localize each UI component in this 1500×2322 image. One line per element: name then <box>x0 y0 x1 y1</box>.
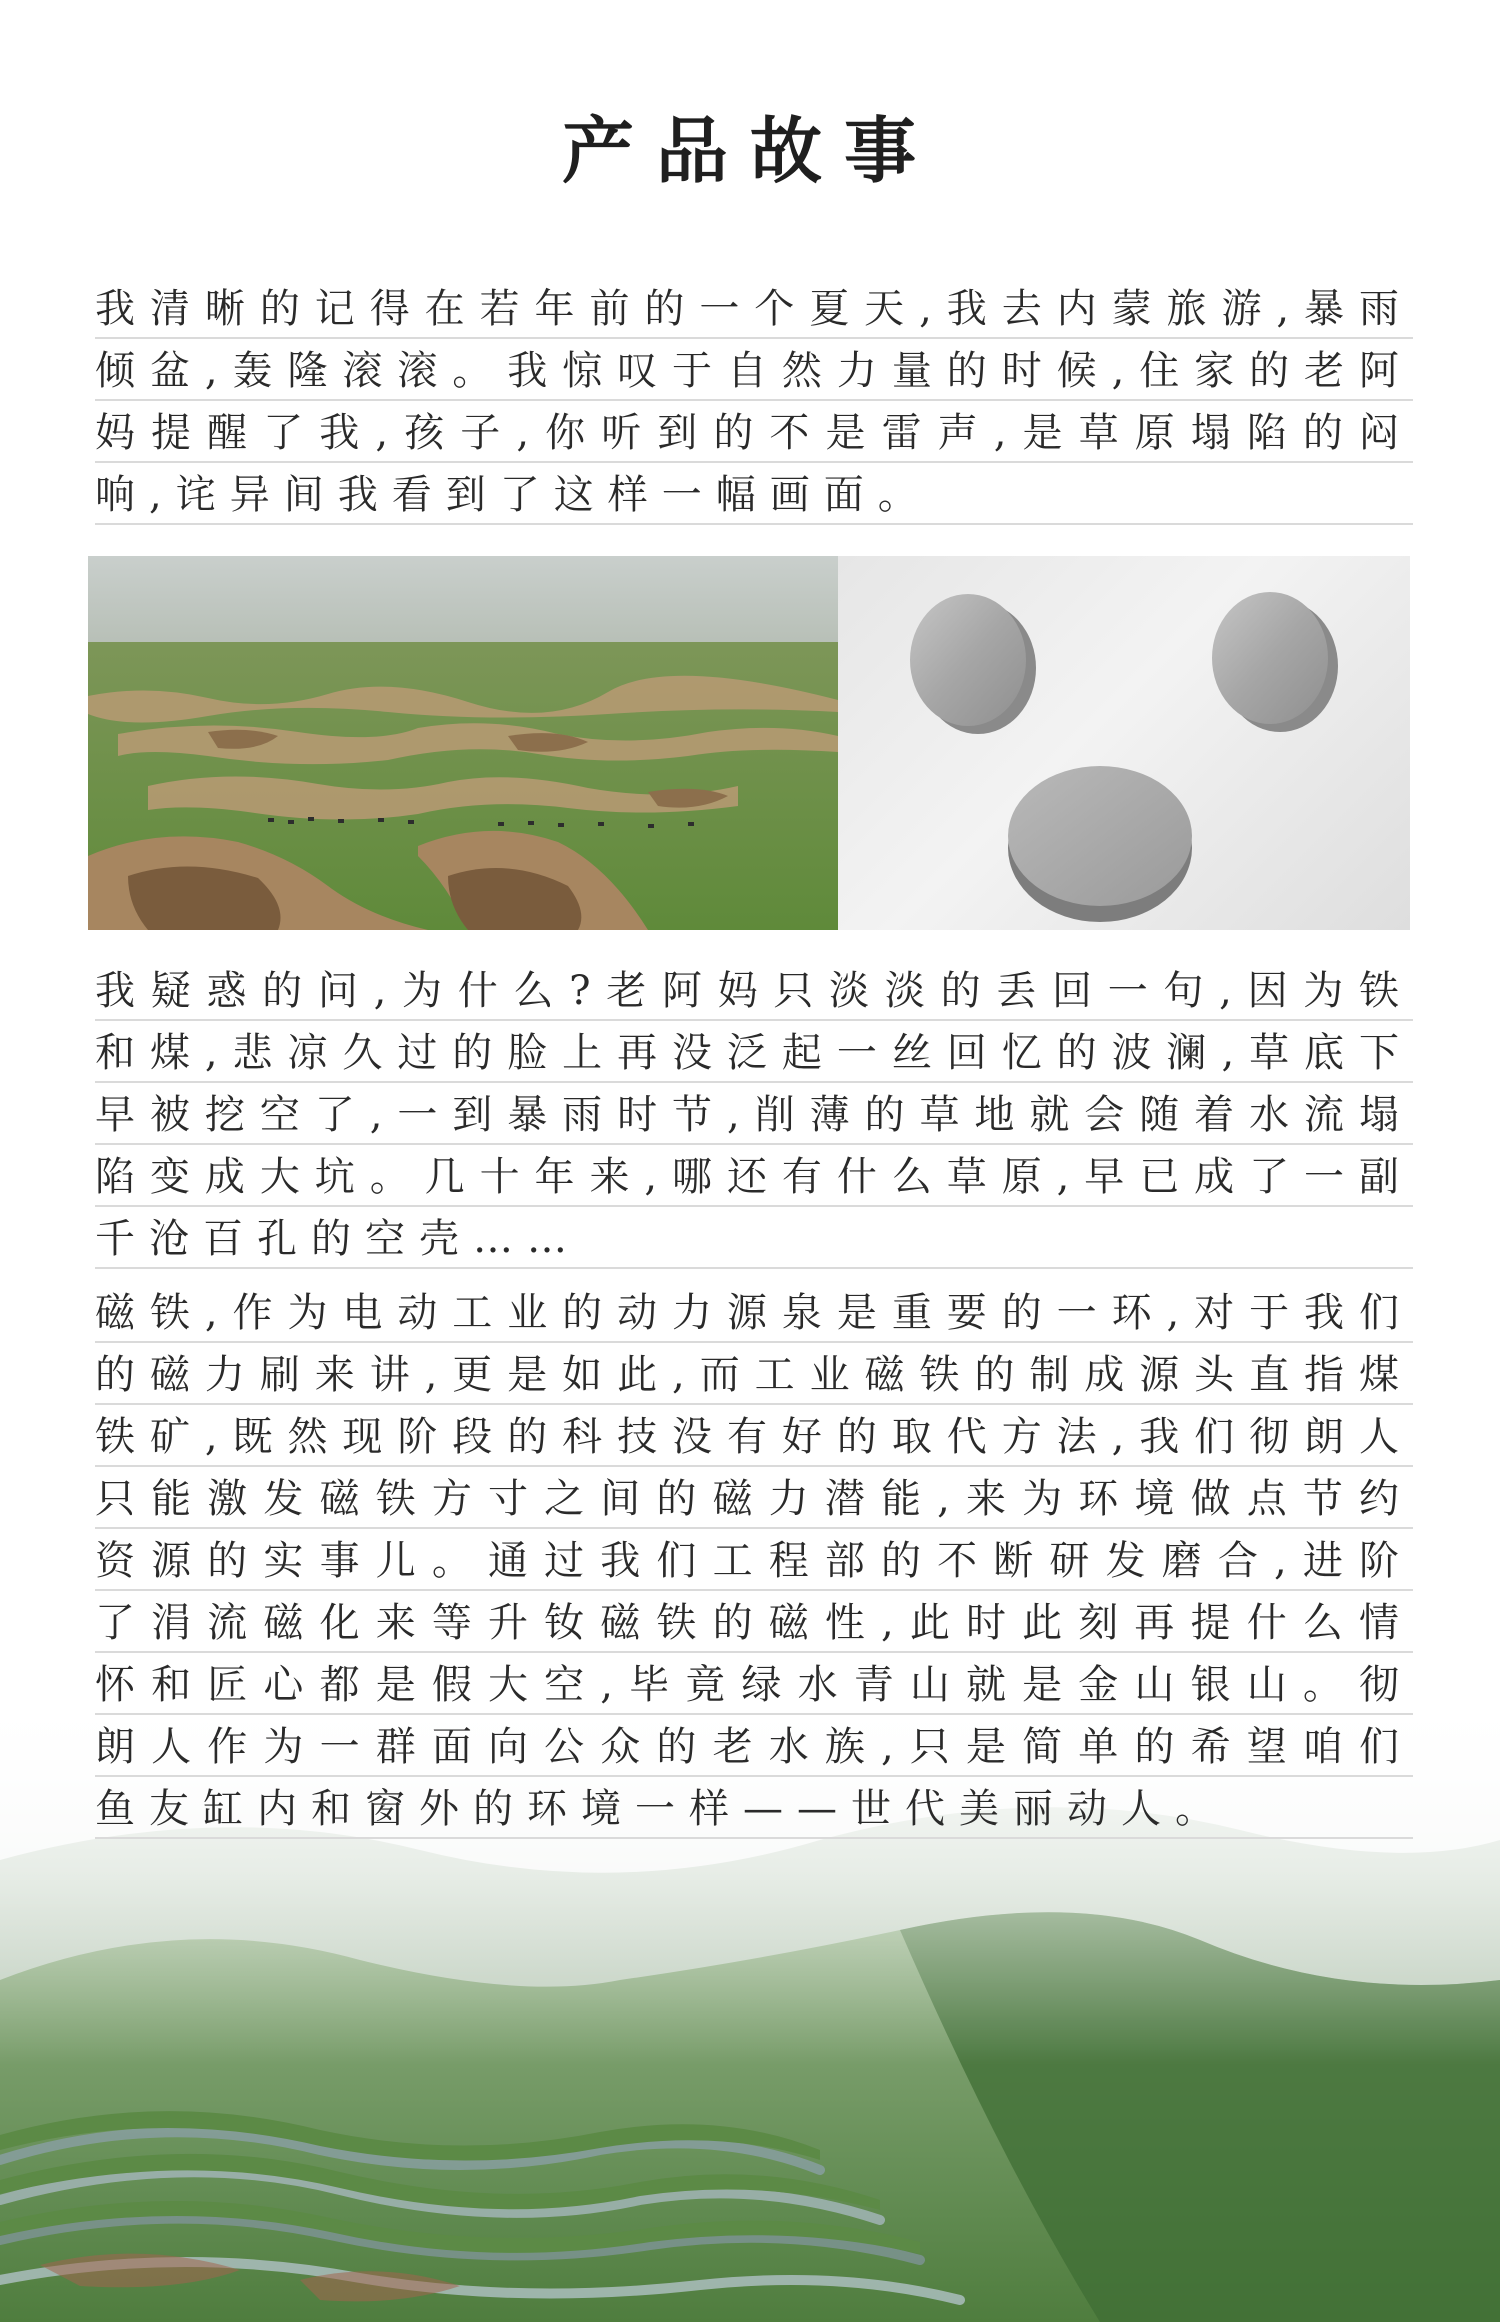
story-paragraph-3: 磁铁,作为电动工业的动力源泉是重要的一环,对于我们的磁力刷来讲,更是如此,而工业磁铁的制成源头直指煤铁矿,既然现阶段的科技没有好的取代方法,我们彻朗人只能激发磁铁方寸之间的磁力潜能,来为环境做点节约资源的实事儿。通过我们工程部的不断研发磨合,进阶了涓流磁化来等升钕磁铁的磁性,此时此刻再提什么情怀和匠心都是假大空,毕竟绿水青山就是金山银山。彻朗人作为一群面向公众的老水族,只是简单的希望咱们鱼友缸内和窗外的环境一样——世代美丽动人。 <box>95 1282 1413 1840</box>
page-title: 产品故事 <box>561 108 938 193</box>
photo-row <box>88 556 1410 930</box>
story-paragraph-1: 我清晰的记得在若年前的一个夏天,我去内蒙旅游,暴雨倾盆,轰隆滚滚。我惊叹于自然力量的时候,住家的老阿妈提醒了我,孩子,你听到的不是雷声,是草原塌陷的闷响,诧异间我看到了这样一幅画面。 <box>95 278 1413 526</box>
story-paragraph-2: 我疑惑的问,为什么?老阿妈只淡淡的丢回一句,因为铁和煤,悲凉久过的脸上再没泛起一丝回忆的波澜,草底下早被挖空了,一到暴雨时节,削薄的草地就会随着水流塌陷变成大坑。几十年来,哪还有什么草原,早已成了一副千沧百孔的空壳…… <box>95 960 1413 1270</box>
grassland-collapse-photo <box>88 556 838 930</box>
neodymium-magnet-discs-photo <box>838 556 1410 930</box>
